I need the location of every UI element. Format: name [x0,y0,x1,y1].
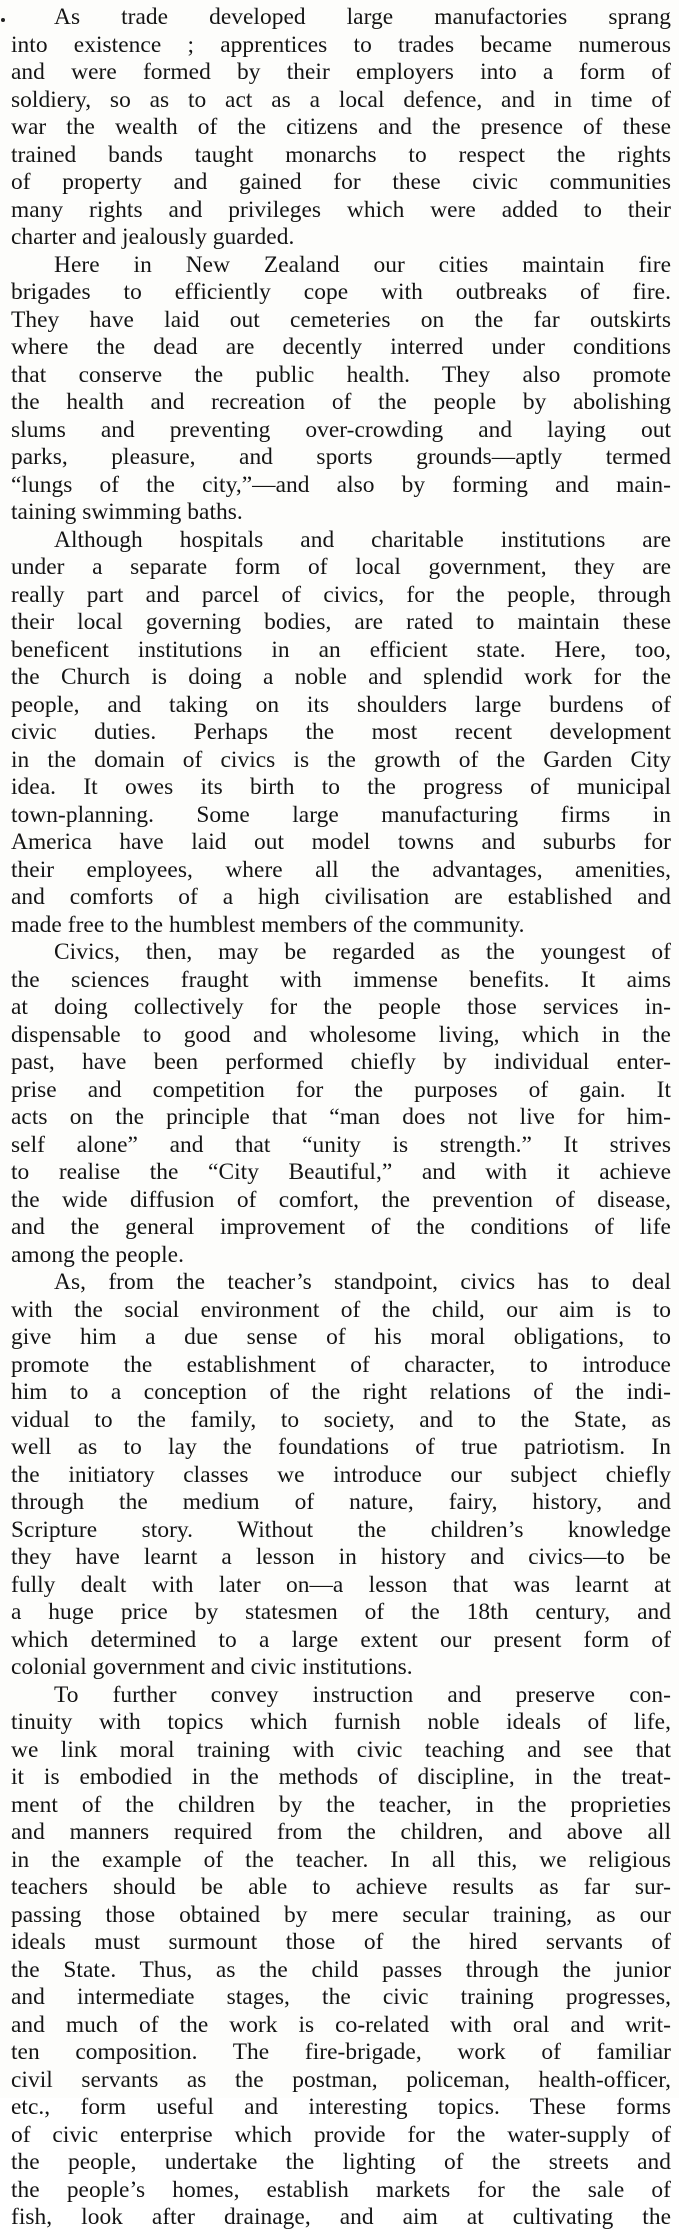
text-line: ment of the children by the teacher, in the proprieties [11,1791,671,1818]
text-line: ideals must surmount those of the hired servants of [11,1929,671,1955]
text-line: Civics, then, may be regarded as the youngest of [54,939,671,965]
text-line: where the dead are decently interred under conditions [11,334,671,360]
text-line: fully dealt with later on—a lesson that was learnt at [11,1571,671,1598]
text-line: under a separate form of local government, they are [11,554,671,580]
text-column [11,4,671,2232]
text-line: and the general improvement of the conditions of life [11,1214,671,1240]
paragraph [11,1682,671,2232]
text-line: in the domain of civics is the growth of the Garden City [11,746,671,773]
text-line: the people, undertake the lighting of the streets and [11,2149,671,2175]
text-line: “lungs of the city,”—and also by forming and main- [11,471,671,498]
text-line: town-planning. Some large manufacturing firms in [11,801,671,828]
text-line: Scripture story. Without the children’s knowledge [11,1516,671,1543]
text-line: idea. It owes its birth to the progress of municipal [11,774,671,800]
text-line: To further convey instruction and preserve con- [54,1681,671,1708]
text-line: the people’s homes, establish markets for the sale of [11,2176,671,2203]
text-line: the State. Thus, as the child passes through the junior [11,1956,671,1983]
text-line: the Church is doing a noble and splendid work for the [11,664,671,690]
text-line: They have laid out cemeteries on the far outskirts [11,306,671,333]
text-line: through the medium of nature, fairy, history, and [11,1489,671,1515]
text-line: give him a due sense of his moral obligations, to [11,1324,671,1350]
text-line: civil servants as the postman, policeman, health-officer, [11,2066,671,2093]
text-line: Although hospitals and charitable institutions are [54,526,671,553]
text-line: they have learnt a lesson in history and civics—to be [11,1544,671,1570]
text-line: fish, look after drainage, and aim at cultivating the [11,2204,671,2230]
text-line: brigades to efficiently cope with outbreaks of fire. [11,279,671,305]
text-line: of civic enterprise which provide for the water-supply of [11,2121,671,2148]
text-line: among the people. [11,1241,184,1268]
text-line: past, have been performed chiefly by individual enter- [11,1049,671,1075]
text-line: etc., form useful and interesting topics. These forms [11,2094,671,2120]
text-line: vidual to the family, to society, and to the State, as [11,1406,671,1433]
text-line: and manners required from the children, and above all [11,1819,671,1845]
text-line: ten composition. The fire-brigade, work of familiar [11,2039,671,2065]
text-line: colonial government and civic institutions. [11,1654,413,1680]
text-line: soldiery, so as to act as a local defence, and in time of [11,86,671,113]
text-line: tinuity with topics which furnish noble ideals of life, [11,1709,671,1735]
text-line: a huge price by statesmen of the 18th century, and [11,1599,671,1625]
text-line: slums and preventing over-crowding and laying out [11,416,671,443]
text-line: parks, pleasure, and sports grounds—aptly termed [11,444,671,470]
text-line: with the social environment of the child, our aim is to [11,1296,671,1323]
paragraph [11,4,671,252]
text-line: civic duties. Perhaps the most recent development [11,719,671,745]
text-line: people, and taking on its shoulders large burdens of [11,691,671,718]
paragraph [11,1269,671,1682]
text-line: teachers should be able to achieve results as far sur- [11,1874,671,1900]
text-line: trained bands taught monarchs to respect the rights [11,141,671,168]
text-line: many rights and privileges which were added to their [11,196,671,223]
text-line: in the example of the teacher. In all this, we religious [11,1846,671,1873]
text-line: Here in New Zealand our cities maintain fire [54,251,671,278]
text-line: and comforts of a high civilisation are established and [11,884,671,910]
text-line: the wide diffusion of comfort, the prevention of disease, [11,1186,671,1213]
margin-mark [1,18,5,22]
text-line: As trade developed large manufactories sprang [54,4,671,30]
text-line: their employees, where all the advantages, amenities, [11,856,671,883]
text-line: the health and recreation of the people by abolishing [11,389,671,415]
text-line: and much of the work is co-related with oral and writ- [11,2011,671,2038]
text-line: it is embodied in the methods of discipline, in the treat- [11,1764,671,1790]
text-line: acts on the principle that “man does not live for him- [11,1104,671,1130]
text-line: As, from the teacher’s standpoint, civics has to deal [54,1269,671,1295]
text-line: dispensable to good and wholesome living, which in the [11,1021,671,1048]
text-line: beneficent institutions in an efficient state. Here, too, [11,636,671,663]
text-line: the sciences fraught with immense benefits. It aims [11,966,671,993]
text-line: charter and jealously guarded. [11,224,295,250]
text-line: prise and competition for the purposes of gain. It [11,1076,671,1103]
text-line: and were formed by their employers into a form of [11,59,671,85]
text-line: the initiatory classes we introduce our subject chiefly [11,1461,671,1488]
text-line: of property and gained for these civic communities [11,169,671,195]
text-line: into existence ; apprentices to trades became numerous [11,31,671,58]
text-line: promote the establishment of character, to introduce [11,1351,671,1378]
text-line: taining swimming baths. [11,499,243,525]
text-line: really part and parcel of civics, for the people, through [11,581,671,608]
text-line: that conserve the public health. They also promote [11,361,671,388]
text-line: self alone” and that “unity is strength.” It strives [11,1131,671,1158]
text-line: at doing collectively for the people those services in- [11,994,671,1020]
text-line: which determined to a large extent our present form of [11,1626,671,1653]
paragraph [11,252,671,527]
text-line: their local governing bodies, are rated to maintain these [11,609,671,635]
text-line: we link moral training with civic teaching and see that [11,1736,671,1763]
text-line: passing those obtained by mere secular training, as our [11,1901,671,1928]
paragraph [11,527,671,940]
text-line: made free to the humblest members of the community. [11,911,525,938]
text-line: to realise the “City Beautiful,” and with it achieve [11,1159,671,1185]
text-line: him to a conception of the right relations of the indi- [11,1379,671,1405]
text-line: well as to lay the foundations of true patriotism. In [11,1434,671,1460]
text-line: war the wealth of the citizens and the presence of these [11,114,671,140]
text-line: and intermediate stages, the civic training progresses, [11,1984,671,2010]
text-line: America have laid out model towns and suburbs for [11,829,671,855]
paragraph [11,939,671,1269]
